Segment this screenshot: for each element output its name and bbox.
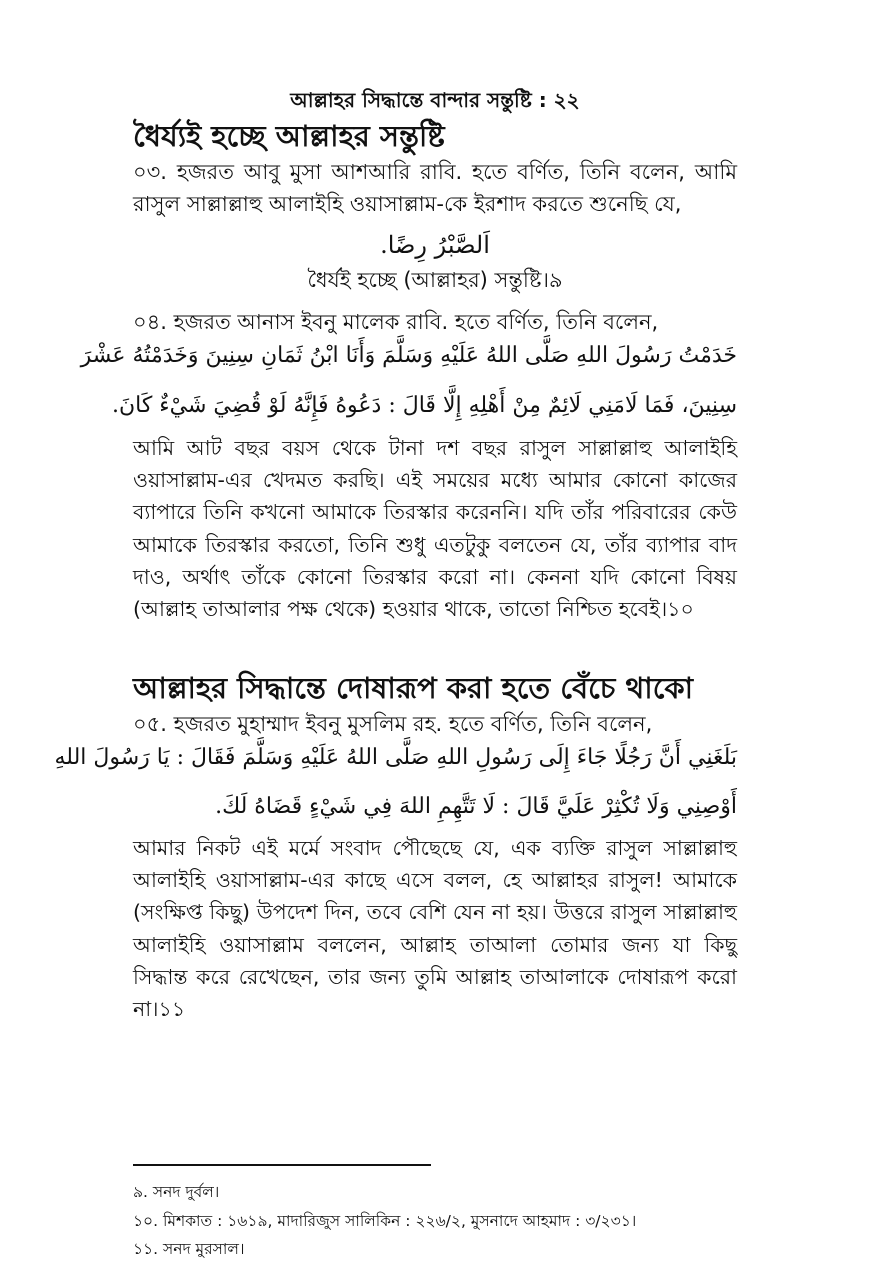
running-header: আল্লাহর সিদ্ধান্তে বান্দার সন্তুষ্টি : ২২ (290, 88, 580, 112)
hadith-05-arabic-line-1: بَلَغَنِي أَنَّ رَجُلًا جَاءَ إِلَى رَسُولِ اللهِ صَلَّى اللهُ عَلَيْهِ وَسَلَّمَ فَقَالَ : يَا رَسُولَ اللهِ (54, 745, 737, 770)
footnote-9: ৯. সনদ দুর্বল। (133, 1183, 220, 1201)
footnote-divider (133, 1164, 431, 1166)
section-heading-blame: আল্লাহর সিদ্ধান্তে দোষারূপ করা হতে বেঁচে থাকো (133, 671, 694, 705)
hadith-05-translation: আমার নিকট এই মর্মে সংবাদ পৌছেছে যে, এক ব্যক্তি রাসুল সাল্লাল্লাহু আলাইহি ওয়াসাল্লাম-এর কাছে এসে বলল, হে আল্লাহর রাসুল! আমাকে (সংক্ষিপ্ত কিছু) উপদেশ দিন, তবে বেশি যেন না হয়। উত্তরে রাসুল সাল্লাল্লাহু আলাইহি ওয়াসাল্লাম বললেন, আল্লাহ তাআলা তোমার জন্য যা কিছু সিদ্ধান্ত করে রেখেছেন, তার জন্য তুমি আল্লাহ তাআলাকে দোষারূপ করো না।১১ (133, 836, 737, 1022)
hadith-03-arabic: اَلصَّبْرُ رِضًا. (380, 231, 490, 259)
hadith-03-line-1: ০৩. হজরত আবু মুসা আশআরি রাবি. হতে বর্ণিত, তিনি বলেন, আমি (133, 160, 737, 184)
hadith-05-arabic-line-2: أَوْصِنِي وَلَا تُكْثِرْ عَلَيَّ قَالَ : لَا تَتَّهِمِ اللهَ فِي شَيْءٍ قَضَاهُ لَكَ. (215, 794, 737, 819)
hadith-03-translation: ধৈর্যই হচ্ছে (আল্লাহর) সন্তুষ্টি।৯ (307, 268, 563, 292)
hadith-05-intro: ০৫. হজরত মুহাম্মাদ ইবনু মুসলিম রহ. হতে বর্ণিত, তিনি বলেন, (133, 712, 653, 736)
hadith-04-arabic-line-2: سِنِينَ، فَمَا لَامَنِي لَائِمٌ مِنْ أَهْلِهِ إِلَّا قَالَ : دَعُوهُ فَإِنَّهُ لَوْ قُضِيَ شَيْءٌ كَانَ. (111, 393, 737, 418)
hadith-04-intro: ০৪. হজরত আনাস ইবনু মালেক রাবি. হতে বর্ণিত, তিনি বলেন, (133, 310, 659, 334)
hadith-04-translation: আমি আট বছর বয়স থেকে টানা দশ বছর রাসুল সাল্লাল্লাহু আলাইহি ওয়াসাল্লাম-এর খেদমত করছি। এই সময়ের মধ্যে আমার কোনো কাজের ব্যাপারে তিনি কখনো আমাকে তিরস্কার করেননি। যদি তাঁর পরিবারের কেউ আমাকে তিরস্কার করতো, তিনি শুধু এতটুকু বলতেন যে, তাঁর ব্যাপার বাদ দাও, অর্থাৎ তাঁকে কোনো তিরস্কার করো না। কেননা যদি কোনো বিষয় (আল্লাহ তাআলার পক্ষ থেকে) হওয়ার থাকে, তাতো নিশ্চিত হবেই।১০ (133, 436, 737, 622)
hadith-03-line-2: রাসুল সাল্লাল্লাহু আলাইহি ওয়াসাল্লাম-কে ইরশাদ করতে শুনেছি যে, (133, 192, 682, 216)
footnote-11: ১১. সনদ মুরসাল। (133, 1240, 245, 1258)
footnote-10: ১০. মিশকাত : ১৬১৯, মাদারিজুস সালিকিন : ২২৬/২, মুসনাদে আহমাদ : ৩/২৩১। (133, 1212, 637, 1230)
hadith-04-arabic-line-1: خَدَمْتُ رَسُولَ اللهِ صَلَّى اللهُ عَلَيْهِ وَسَلَّمَ وَأَنَا ابْنُ ثَمَانِ سِنِينَ وَخَدَمْتُهُ عَشْرَ (80, 343, 737, 368)
section-heading-patience: ধৈর্য্যই হচ্ছে আল্লাহর সন্তুষ্টি (133, 119, 445, 153)
